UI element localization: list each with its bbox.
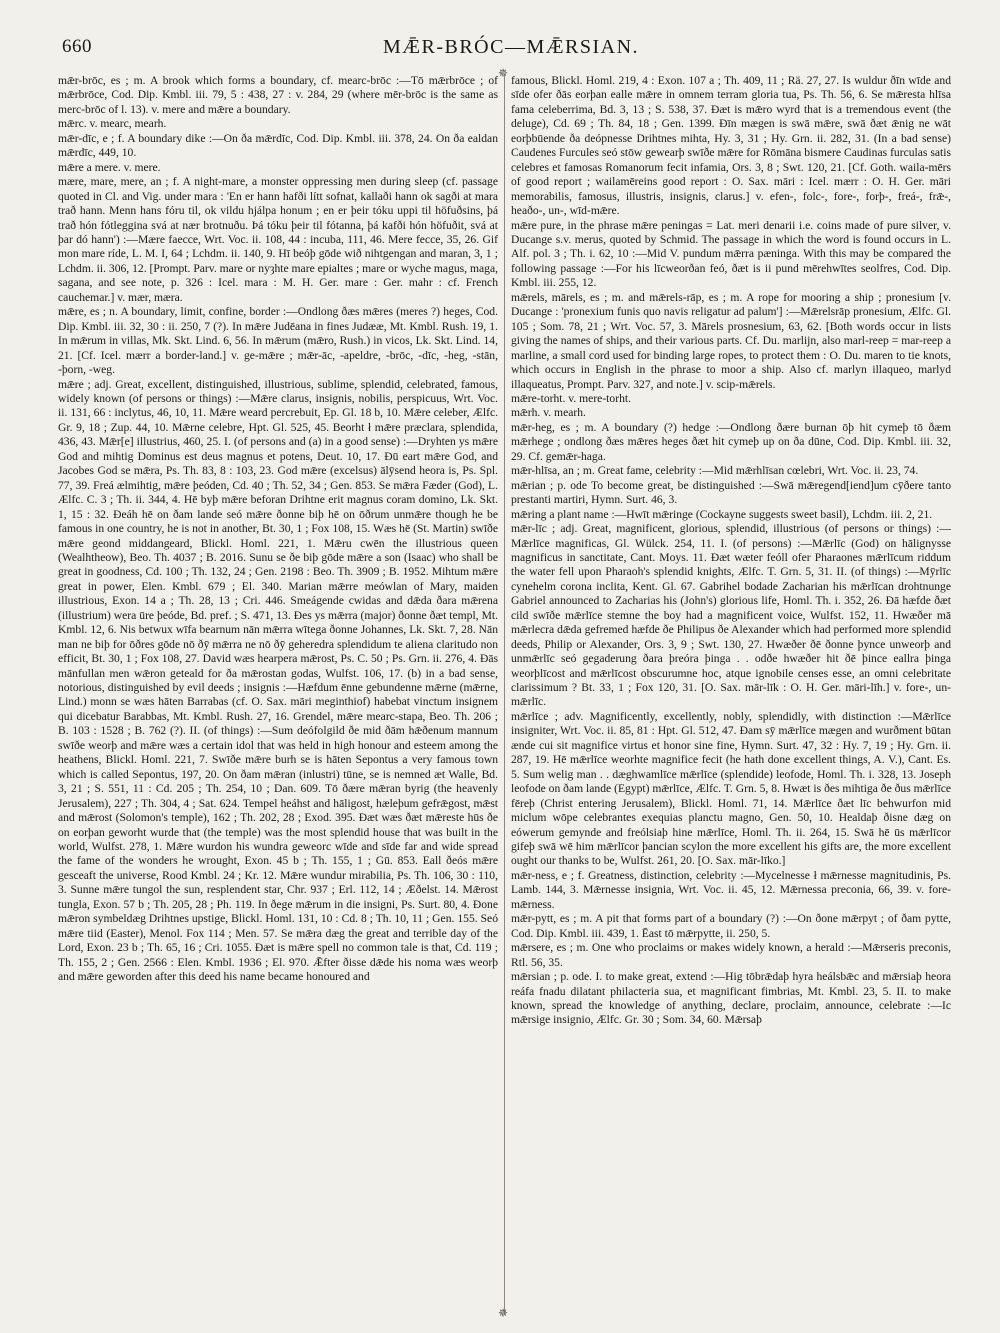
page-number: 660: [62, 36, 92, 57]
dictionary-entry: mǣr-brōc, es ; m. A brook which forms a boundary, cf. mearc-brōc :—Tō mǣrbrōce ; of mǣrbrōce, Cod. Dip. Kmbl. iii. 79, 5 : 438, 27 : v. 284, 29 (where mēr-brōc is the same as merc-brōc of l. 13). v. mere and mǣre a boundary.: [58, 74, 498, 116]
dictionary-entry: mǣr-pytt, es ; m. A pit that forms part of a boundary (?) :—On ðone mǣrpyt ; of ðam pytte, Cod. Dip. Kmbl. iii. 439, 1. Ēast tō mǣrpytte, ii. 250, 5.: [511, 912, 951, 940]
dictionary-entry: mǣr-dīc, e ; f. A boundary dike :—On ða mǣrdīc, Cod. Dip. Kmbl. iii. 378, 24. On ða ealdan mǣrdīc, 449, 10.: [58, 131, 498, 160]
dictionary-entry: mǣre-torht. v. mere-torht.: [511, 391, 631, 405]
dictionary-entry: mǣrsian ; p. ode. I. to make great, extend :—Hig tōbrǣdaþ hyra heálsbǣc and mǣrsiaþ heora reáfa fnadu dilatant philacteria sua, et magnificant fimbrias, Mt. Kmbl. 23, 5. II. to make known, spread the knowledge of anything, declare, proclaim, announce, celebrate :—Ic mǣrsige insignio, Ælfc. Gr. 30 ; Som. 34, 60. Mǣrsaþ: [511, 970, 951, 1027]
dictionary-entry: mǣre, es ; n. A boundary, limit, confine, border :—Ondlong ðæs mǣres (meres ?) heges, Cod. Dip. Kmbl. iii. 32, 30 : ii. 250, 7 (?). In mǣre Judēana in fines Judææ, Mt. Kmbl. Rush. 19, 1. In mǣrum in villas, Mk. Skt. Lind. 6, 56. In mǣrum (mǣro, Rush.) in vicos, Lk. Skt. Lind. 14, 21. [Cf. Icel. mærr a border-land.] v. ge-mǣre ; mǣr-āc, -apeldre, -brōc, -dīc, -heg, -stān, -þorn, -weg.: [58, 305, 498, 377]
dictionary-entry: mǣrels, mārels, es ; m. and mǣrels-rāp, es ; m. A rope for mooring a ship ; pronesium [v. Ducange : 'pronexium funis quo navis religatur ad palum'] :—Mǣrelsrāp pronesium, Ælfc. Gl. 105 ; Som. 78, 21 ; Wrt. Voc. 57, 3. Mārels prosnesium, 63, 62. [Both words occur in lists giving the names of ships, and their various parts. Cf. Du. marlijn, also marl-reep = mar-reep a marline, a small cord used for binding large ropes, to protect them : O. Du. maren to tie knots, which occurs in English in the phrase to moor a ship. Also cf. marlyn illaqueo, marlyd illaqueatus, Prompt. Parv. 327, and note.] v. scip-mǣrels.: [511, 290, 951, 391]
dictionary-entry: mǣre a mere. v. mere.: [58, 160, 161, 174]
dictionary-entry: famous, Blickl. Homl. 219, 4 : Exon. 107 a ; Th. 409, 11 ; Rä. 27, 27. Is wuldur ðīn wīde and sīde ofer ðās eorþan ealle mǣre in omnem terram gloria tua, Ps. Th. 56, 6. Se mǣresta hlīsa fama celeberrima, Bd. 3, 13 ; S. 538, 37. Ðæt is mǣro wyrd that is a tremendous event (the deluge), Cd. 69 ; Th. 84, 18 ; Gen. 1399. Ðīn mægen is swā mǣre, swā ðæt ǣnig ne wāt eorþbūende ða deópnesse Drihtnes mihta, Hy. 3, 31 ; Hy. Grn. ii. 282, 31. (In a bad sense) Caudenes Furcules seó stōw gewearþ swīðe mǣre for Rōmāna bismere Caudinas furculas satis celebres et famosas Romanorum fecit infamia, Ors. 3, 8 ; Swt. 120, 21. [Cf. Goth. waila-mērs of good report ; wailamēreins good report : O. Sax. māri : Icel. mærr : O. H. Ger. māri memorabilis, famosus, illustris, insignis, clarus.] v. efen-, folc-, fore-, forþ-, freá-, frǣ-, heaðo-, un-, wīd-mǣre.: [511, 74, 951, 218]
dictionary-entry: mǣr-līc ; adj. Great, magnificent, glorious, splendid, illustrious (of persons or things) :—Mǣrlīce magnificas, Gl. Wülck. 254, 11. I. (of persons) :—Mǣrlīc (God) on hālignysse magnificus in sanctitate, Cant. Moys. 11. Ðæt wæter feóll ofer Pharaones mǣrlīcum riddum the water fell upon Pharaoh's splendid knights, Ælfc. T. Grn. 5, 31. II. (of things) :—Mȳrlīc cynehelm corona inclita, Kent. Gl. 67. Gabrihel bodade Zacharian his mǣrlīcan drohtnunge Gabriel announced to Zacharias his (John's) glorious life, Homl. Th. i. 352, 26. Ðā hæfde ðæt cild swīðe mǣrlīce stemne the boy had a magnificent voice, Wulfst. 152, 11. Hwæðer mā mǣrlecra dǣda gefremed hæfde ðe Philipus ðe Alexander which had performed more splendid deeds, Philip or Alexander, Ors. 3, 9 ; Swt. 130, 27. Hwæðer ðē ðonne þynce unweorþ and unmǣrlīc seó gegaderung ðara þreóra þinga . . odðe hwæðer hit ðē þince eallra þinga weorþlīcost and mǣrlīcost obscurumne hoc, atque ignobile censes esse, an omni celebritate clarissimum ? Bt. 33, 1 ; Fox 120, 31. [O. Sax. mār-līk : O. H. Ger. māri-līh.] v. fore-, un-mǣrlīc.: [511, 522, 951, 709]
dictionary-entry: mǣrlīce ; adv. Magnificently, excellently, nobly, splendidly, with distinction :—Mǣrlīce insigniter, Wrt. Voc. ii. 85, 81 : Hpt. Gl. 512, 47. Ðam sȳ mǣrlīce mægen and wurðment būtan ænde cui sit magnifice virtus et honor sine fine, Hymn. Surt. 47, 32 : Hy. 7, 19 ; Hy. Grn. ii. 287, 19. Hē mǣrlīce weorhte magnifice fecit (he hath done excellent things, A. V.), Cant. Es. 5. Sum welig man . . dæghwamlīce mǣrlīce (splendide) leofode, Homl. Th. i. 328, 13. Joseph leofode on ðam lande (Egypt) mǣrlīce, Ælfc. T. Grn. 5, 8. Hwæt is ðes mihtiga ðe ðus mǣrlīce fēreþ (Christ entering Jerusalem), Blickl. Homl. 71, 14. Mǣrlīce ðæt līc behwurfon mid miclum wōpe celebrantes exequias planctu magno, Gen. 50, 10. Healdaþ ðisne dæg on eówerum gemynde and freólsiaþ hine mǣrlīce, Homl. Th. ii. 264, 15. Swā hē ūs mǣrlīcor gifeþ swā wē him mǣrlīcor þancian scylon the more excellent his gifts are, the more excellent ought our thanks to be, Wulfst. 261, 20. [O. Sax. mār-līko.]: [511, 709, 951, 868]
dictionary-entry: mǣring a plant name :—Hwīt mǣringe (Cockayne suggests sweet basil), Lchdm. iii. 2, 21.: [511, 507, 933, 521]
divider-ornament-top-icon: ✵: [498, 66, 509, 80]
dictionary-entry: mǣrc. v. mearc, mearh.: [58, 117, 167, 131]
dictionary-entry: mǣr-ness, e ; f. Greatness, distinction, celebrity :—Mycelnesse ł mǣrnesse magnitudinis, Ps. Lamb. 144, 3. Mǣrnesse insignia, Wrt. Voc. ii. 45, 12. Mǣrnessa preconia, 66, 39. v. fore-mǣrness.: [511, 868, 951, 911]
right-column: [511, 74, 951, 1314]
dictionary-entry: mǣre ; adj. Great, excellent, distinguished, illustrious, sublime, splendid, celebrated, famous, widely known (of persons or things) :—Mǣre clarus, insignis, nobilis, perspicuus, Wrt. Voc. ii. 131, 66 : inclytus, 46, 10, 11. Mǣre weard percrebuit, Ep. Gl. 18 b, 10. Mǣre celeber, Ælfc. Gr. 9, 18 ; Zup. 44, 10. Mǣrne celebre, Hpt. Gl. 525, 45. Beorht ł mǣre præclara, splendida, 436, 43. Mǣr[e] illustrius, 460, 25. I. (of persons and (a) in a good sense) :—Dryhten ys mǣre God and mihtig Dominus est deus magnus et potens, Deut. 10, 17. Ðū eart mǣre God, and Jacobes God se mǣra, Ps. Th. 83, 8 : 103, 23. God mǣre (excelsus) ālȳsend heora is, Ps. Spl. 77, 39. Freá ælmihtig, mǣre þeóden, Cd. 40 ; Th. 52, 34 ; Gen. 853. Se mǣra Fæder (God), L. Ælfc. C. 3 ; Th. ii. 344, 4. Hē byþ mǣre beforan Drihtne erit magnus coram domino, Lk. Skt. 1, 15 : 32. Ðeáh hē on ðam lande seó mǣre ðonne biþ hē on ōðrum unmǣre though he be famous in one country, he is not in another, Bt. 30, 1 ; Fox 108, 15. Wæs hē (St. Martin) swīðe mǣre geond middangeard, Blickl. Homl. 221, 1. Mǣru cwēn the illustrious queen (Wealhtheow), Beo. Th. 4037 ; B. 2016. Sunu se ðe biþ gōde mǣre a son (Isaac) who shall be great in goodness, Cd. 100 ; Th. 132, 24 ; Gen. 2198 : Beo. Th. 3909 ; B. 1952. Mihtum mǣre great in power, Elen. Kmbl. 679 ; El. 340. Marian mǣrre meówlan of Mary, maiden illustrious, Exon. 14 a ; Th. 28, 13 ; Cri. 446. Smeágende cwidas and dǣda ðara mǣrena (illustrium) wera ūre þeóde, Bd. pref. ; S. 471, 13. Ðes ys mǣrra (major) ðonne ðæt templ, Mt. Kmbl. 12, 6. Nis betwux wīfa bearnum nān mǣrra wītega ðonne Johannes, Lk. Skt. 7, 28. Nān man ne biþ for ōðres gōde nō ðȳ mǣrra ne nō ðȳ geheredra splendidum te aliena claritudo non efficit, Bt. 30, 1 ; Fox 108, 27. David wæs hearpera mǣrost, Ps. C. 50 ; Ps. Grn. ii. 276, 4. Ðās mānfullan men wǣron geteald for ða mǣrostan godas, Wulfst. 106, 17. (b) in a bad sense, notorious, distinguished by evil deeds ; insignis :—Hæfdum ēnne gebundenne mǣrne (mǣrne, Lind.) monn se wæs hāten Barrabas (cf. O. Sax. māri meginthiof) habebat vinctum insignem qui dicebatur Barabbas, Mt. Kmbl. Rush. 27, 16. Grendel, mǣre mearc-stapa, Beo. Th. 206 ; B. 103 : 1528 ; B. 762 (?). II. (of things) :—Sum deófolgild ðe mid ðām hǣðenum mannum swīðe weorþ and mǣre wæs a certain idol that was held in high honour and esteem among the heathens, Blickl. Homl. 221, 7. Swīðe mǣre burh se is hāten Sepontus a very famous town which is called Sepontus, 197, 20. On ðam mǣran (inlustri) tūne, se is nemned æt Walle, Bd. 3, 21 ; S. 551, 11 : Cd. 205 ; Th. 254, 10 ; Dan. 609. Tō ðære mǣran byrig (the heavenly Jerusalem), 227 ; Th. 304, 4 ; Sat. 624. Tempel heáhst and hāligost, hæleþum gefrǣgost, mǣst and mǣrost (Solomon's temple), 162 ; Th. 202, 28 ; Exod. 395. Ðæt wæs ðæt mǣreste hūs ðe on eorþan geworht wurde that (the temple) was the most splendid house that was built in the world, Wulfst. 278, 1. Mǣre wurdon his wundra geweorc wīde and sīde far and wide spread the fame of the wonders he wrought, Exon. 45 b ; Th. 155, 1 ; Gū. 853. Eall ðeós mǣre gesceaft the universe, Rood Kmbl. 24 ; Kr. 12. Mǣre wundur mirabilia, Ps. Th. 106, 30 : 110, 3. Sunne mǣre tungol the sun, resplendent star, Chr. 937 ; Erl. 112, 14 ; Æðelst. 14. Mǣrost tungla, Exon. 57 b ; Th. 205, 28 ; Ph. 119. In ðege mǣrum in die insigni, Ps. Surt. 80, 4. Ðone mǣron symbeldæg Drihtnes upstige, Blickl. Homl. 131, 10 : Cd. 8 ; Th. 10, 11 ; Gen. 155. Seó mǣre tiid (Easter), Menol. Fox 114 ; Men. 57. Se mǣra dæg the great and terrible day of the Lord, Exon. 23 b ; Th. 65, 16 ; Cri. 1055. Ðæt is mǣre spell no common tale is that, Cd. 119 ; Th. 155, 2 ; Gen. 2566 : Elen. Kmbl. 1936 ; El. 970. Ǣfter ðisse dǣde his noma wæs weorþ and mǣre geworden after this deed his name became honoured and: [58, 377, 498, 984]
page-header: [62, 34, 960, 64]
left-column: [58, 74, 498, 1314]
dictionary-entry: mǣrsere, es ; m. One who proclaims or makes widely known, a herald :—Mǣrseris preconis, Rtl. 56, 35.: [511, 941, 951, 969]
dictionary-entry: mǣrh. v. mearh.: [511, 406, 586, 420]
dictionary-entry: mǣr-heg, es ; m. A boundary (?) hedge :—Ondlong ðære burnan ōþ hit cymeþ tō ðæm mǣrhege ; ondlong ðæs mǣres heges ðæt hit cymeþ up on ða dūne, Cod. Dip. Kmbl. iii. 32, 29. Cf. gemǣr-haga.: [511, 420, 951, 463]
dictionary-entry: mǣr-hlīsa, an ; m. Great fame, celebrity :—Mid mǣrhlīsan cœlebri, Wrt. Voc. ii. 23, 74.: [511, 464, 919, 478]
dictionary-entry: mǣrian ; p. ode To become great, be distinguished :—Swā mǣregend[iend]um cȳðere tanto prestanti martiri, Hymn. Surt. 46, 3.: [511, 478, 951, 507]
dictionary-entry: mǣre pure, in the phrase mǣre peningas = Lat. meri denarii i.e. coins made of pure silver, v. Ducange s.v. merus, quoted by Schmid. The passage in which the word is found occurs in L. Alf. pol. 3 ; Th. i. 62, 10 :—Mid V. pundum mǣrra pæninga. With this may be compared the following passage :—For his līcweorðan feó, ðæt is ii pund mērehwītes seolfres, Cod. Dip. Kmbl. iii. 255, 12.: [511, 218, 951, 290]
column-divider: [504, 74, 505, 1314]
running-title: MǢR-BRÓC—MǢRSIAN.: [382, 36, 640, 58]
divider-ornament-bottom-icon: ✵: [498, 1306, 509, 1320]
dictionary-entry: mære, mare, mere, an ; f. A night-mare, a monster oppressing men during sleep (cf. passage quoted in Cl. and Vig. under mara : 'En er hann hafði lítt sofnat, kallaði hann ok sagði at mara trað hann. Menn hans fóru til, ok vildu hjálpa honum ; en er þeir tóku uppi til höfuðsins, þá trað hón fótleggina svá at nær brotnuðu. Þá tóku þeir til fótanna, þá kafði hón höfuðit, svá at þar dó hann') :—Mære faecce, Wrt. Voc. ii. 108, 44 : incuba, 111, 46. Mere fecce, 35, 26. Gif mon mare ríde, L. M. I, 64 ; Lchdm. ii. 140, 9. Hī beóþ gōde wið nihtgengan and maran, 3, 1 ; Lchdm. ii. 306, 12. [Prompt. Parv. mare or nyȝhte mare epialtes ; mare or wyche magus, maga, sagana, and see note, p. 326 : Icel. mara : M. H. Ger. mare : Ger. mahr : cf. French cauchemar.] v. mær, mæra.: [58, 175, 498, 304]
